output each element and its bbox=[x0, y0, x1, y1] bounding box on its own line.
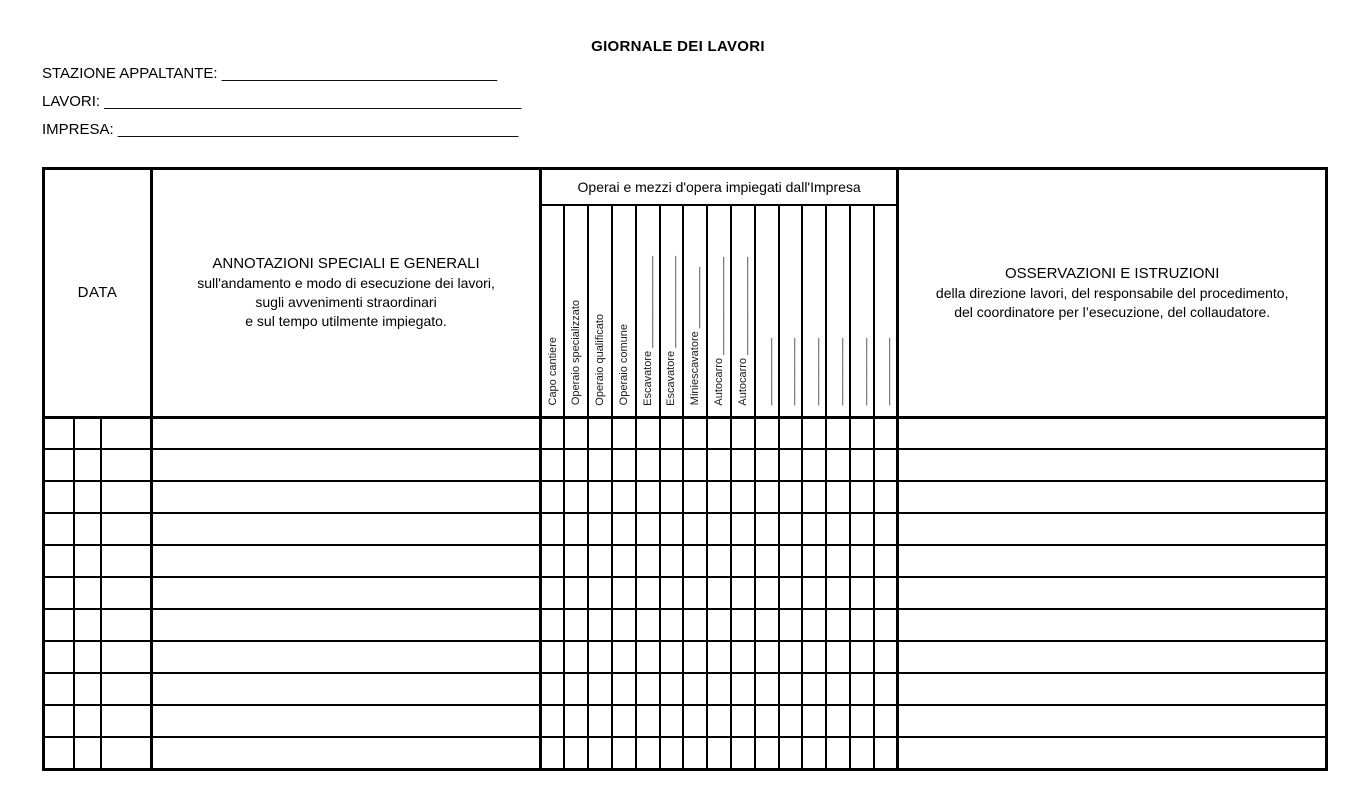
equipment-count-cell[interactable] bbox=[564, 641, 588, 673]
equipment-column-header bbox=[707, 205, 731, 418]
equipment-count-cell[interactable] bbox=[874, 545, 898, 577]
equipment-count-cell[interactable] bbox=[588, 641, 612, 673]
equipment-count-cell[interactable] bbox=[779, 705, 803, 737]
equipment-count-cell[interactable] bbox=[612, 577, 636, 609]
observations-cell[interactable] bbox=[898, 609, 1327, 641]
date-month-cell[interactable] bbox=[74, 449, 101, 481]
equipment-count-cell[interactable] bbox=[636, 641, 660, 673]
annotations-cell[interactable] bbox=[152, 609, 541, 641]
equipment-count-cell[interactable] bbox=[564, 673, 588, 705]
field-blank-stazione-appaltante[interactable]: _________________________________ bbox=[221, 65, 498, 82]
observations-cell[interactable] bbox=[898, 577, 1327, 609]
equipment-count-cell[interactable] bbox=[874, 481, 898, 513]
equipment-count-cell[interactable] bbox=[802, 545, 826, 577]
equipment-count-cell[interactable] bbox=[826, 609, 850, 641]
equipment-count-cell[interactable] bbox=[683, 705, 707, 737]
equipment-column-label: Capo cantiere bbox=[546, 337, 559, 406]
field-blank-lavori[interactable]: __________________________________________________ bbox=[104, 93, 522, 110]
equipment-count-cell[interactable] bbox=[707, 449, 731, 481]
equipment-count-cell[interactable] bbox=[874, 641, 898, 673]
equipment-count-cell[interactable] bbox=[564, 609, 588, 641]
date-day-cell[interactable] bbox=[44, 673, 74, 705]
annotations-cell[interactable] bbox=[152, 577, 541, 609]
equipment-count-cell[interactable] bbox=[636, 417, 660, 449]
equipment-count-cell[interactable] bbox=[612, 481, 636, 513]
equipment-count-cell[interactable] bbox=[826, 481, 850, 513]
equipment-count-cell[interactable] bbox=[660, 449, 684, 481]
equipment-count-cell[interactable] bbox=[731, 417, 755, 449]
equipment-count-cell[interactable] bbox=[826, 705, 850, 737]
equipment-count-cell[interactable] bbox=[874, 705, 898, 737]
equipment-count-cell[interactable] bbox=[541, 481, 565, 513]
equipment-count-cell[interactable] bbox=[755, 545, 779, 577]
equipment-count-cell[interactable] bbox=[541, 641, 565, 673]
equipment-count-cell[interactable] bbox=[755, 481, 779, 513]
annotations-header-line1: sull'andamento e modo di esecuzione dei lavori, bbox=[197, 275, 495, 292]
equipment-count-cell[interactable] bbox=[707, 513, 731, 545]
equipment-count-cell[interactable] bbox=[779, 481, 803, 513]
observations-header-line1: della direzione lavori, del responsabile del procedimento, bbox=[935, 284, 1289, 301]
equipment-count-cell[interactable] bbox=[588, 545, 612, 577]
observations-header-line2: del coordinatore per l’esecuzione, del collaudatore. bbox=[954, 303, 1271, 320]
equipment-count-cell[interactable] bbox=[755, 513, 779, 545]
equipment-column-label: Operaio comune bbox=[617, 324, 630, 406]
equipment-count-cell[interactable] bbox=[541, 705, 565, 737]
equipment-count-cell[interactable] bbox=[731, 737, 755, 769]
journal-row bbox=[44, 545, 1327, 577]
equipment-count-cell[interactable] bbox=[541, 737, 565, 769]
journal-row bbox=[44, 705, 1327, 737]
date-year-cell[interactable] bbox=[101, 417, 152, 449]
date-month-cell[interactable] bbox=[74, 417, 101, 449]
equipment-column-header bbox=[802, 205, 826, 418]
equipment-count-cell[interactable] bbox=[683, 673, 707, 705]
equipment-count-cell[interactable] bbox=[874, 417, 898, 449]
equipment-column-label: ___________ bbox=[879, 338, 892, 406]
equipment-count-cell[interactable] bbox=[636, 609, 660, 641]
date-month-cell[interactable] bbox=[74, 705, 101, 737]
equipment-count-cell[interactable] bbox=[874, 609, 898, 641]
date-month-cell[interactable] bbox=[74, 545, 101, 577]
date-year-cell[interactable] bbox=[101, 641, 152, 673]
equipment-count-cell[interactable] bbox=[541, 513, 565, 545]
equipment-count-cell[interactable] bbox=[779, 673, 803, 705]
equipment-count-cell[interactable] bbox=[731, 609, 755, 641]
equipment-count-cell[interactable] bbox=[660, 417, 684, 449]
equipment-count-cell[interactable] bbox=[683, 737, 707, 769]
equipment-column-label: Miniescavatore __________ bbox=[689, 267, 702, 406]
date-year-cell[interactable] bbox=[101, 705, 152, 737]
equipment-count-cell[interactable] bbox=[731, 449, 755, 481]
field-label-lavori: LAVORI: bbox=[42, 93, 101, 110]
annotations-header-line2: sugli avvenimenti straordinari bbox=[255, 294, 437, 311]
date-month-cell[interactable] bbox=[74, 577, 101, 609]
equipment-count-cell[interactable] bbox=[874, 737, 898, 769]
equipment-count-cell[interactable] bbox=[564, 545, 588, 577]
date-column-header: DATA bbox=[44, 169, 152, 418]
annotations-header-title: ANNOTAZIONI SPECIALI E GENERALI bbox=[212, 255, 480, 273]
equipment-count-cell[interactable] bbox=[850, 641, 874, 673]
equipment-count-cell[interactable] bbox=[779, 417, 803, 449]
equipment-count-cell[interactable] bbox=[850, 513, 874, 545]
equipment-count-cell[interactable] bbox=[564, 481, 588, 513]
equipment-column-label: ___________ bbox=[784, 338, 797, 406]
journal-row bbox=[44, 673, 1327, 705]
equipment-count-cell[interactable] bbox=[636, 449, 660, 481]
annotations-cell[interactable] bbox=[152, 705, 541, 737]
equipment-count-cell[interactable] bbox=[636, 673, 660, 705]
equipment-count-cell[interactable] bbox=[636, 545, 660, 577]
equipment-count-cell[interactable] bbox=[564, 577, 588, 609]
annotations-cell[interactable] bbox=[152, 737, 541, 769]
date-year-cell[interactable] bbox=[101, 481, 152, 513]
equipment-count-cell[interactable] bbox=[636, 481, 660, 513]
equipment-count-cell[interactable] bbox=[612, 705, 636, 737]
annotations-cell[interactable] bbox=[152, 417, 541, 449]
equipment-column-header bbox=[874, 205, 898, 418]
equipment-count-cell[interactable] bbox=[802, 705, 826, 737]
equipment-count-cell[interactable] bbox=[683, 577, 707, 609]
observations-cell[interactable] bbox=[898, 705, 1327, 737]
equipment-count-cell[interactable] bbox=[707, 577, 731, 609]
date-month-cell[interactable] bbox=[74, 481, 101, 513]
equipment-count-cell[interactable] bbox=[802, 481, 826, 513]
date-day-cell[interactable] bbox=[44, 545, 74, 577]
equipment-count-cell[interactable] bbox=[707, 417, 731, 449]
date-month-cell[interactable] bbox=[74, 737, 101, 769]
equipment-column-header bbox=[731, 205, 755, 418]
observations-cell[interactable] bbox=[898, 641, 1327, 673]
annotations-cell[interactable] bbox=[152, 545, 541, 577]
equipment-count-cell[interactable] bbox=[755, 705, 779, 737]
equipment-count-cell[interactable] bbox=[850, 417, 874, 449]
equipment-count-cell[interactable] bbox=[612, 641, 636, 673]
equipment-count-cell[interactable] bbox=[826, 641, 850, 673]
date-day-cell[interactable] bbox=[44, 513, 74, 545]
equipment-count-cell[interactable] bbox=[612, 417, 636, 449]
equipment-count-cell[interactable] bbox=[564, 705, 588, 737]
equipment-count-cell[interactable] bbox=[564, 513, 588, 545]
equipment-count-cell[interactable] bbox=[541, 577, 565, 609]
journal-row bbox=[44, 577, 1327, 609]
equipment-column-label: Autocarro ________________ bbox=[736, 256, 749, 406]
date-day-cell[interactable] bbox=[44, 705, 74, 737]
equipment-count-cell[interactable] bbox=[874, 673, 898, 705]
equipment-count-cell[interactable] bbox=[755, 417, 779, 449]
equipment-count-cell[interactable] bbox=[802, 737, 826, 769]
equipment-count-cell[interactable] bbox=[541, 545, 565, 577]
equipment-column-label: ___________ bbox=[760, 338, 773, 406]
equipment-count-cell[interactable] bbox=[660, 673, 684, 705]
equipment-count-cell[interactable] bbox=[683, 513, 707, 545]
annotations-cell[interactable] bbox=[152, 481, 541, 513]
equipment-count-cell[interactable] bbox=[707, 673, 731, 705]
equipment-count-cell[interactable] bbox=[755, 577, 779, 609]
equipment-count-cell[interactable] bbox=[660, 577, 684, 609]
equipment-column-label: ___________ bbox=[831, 338, 844, 406]
equipment-column-label: Autocarro ________________ bbox=[713, 256, 725, 406]
annotations-cell[interactable] bbox=[152, 513, 541, 545]
equipment-count-cell[interactable] bbox=[802, 641, 826, 673]
equipment-count-cell[interactable] bbox=[874, 577, 898, 609]
equipment-count-cell[interactable] bbox=[683, 417, 707, 449]
equipment-count-cell[interactable] bbox=[874, 513, 898, 545]
equipment-count-cell[interactable] bbox=[850, 481, 874, 513]
date-day-cell[interactable] bbox=[44, 417, 74, 449]
equipment-count-cell[interactable] bbox=[731, 513, 755, 545]
observations-cell[interactable] bbox=[898, 673, 1327, 705]
field-label-impresa: IMPRESA: bbox=[42, 121, 114, 138]
date-month-cell[interactable] bbox=[74, 641, 101, 673]
equipment-count-cell[interactable] bbox=[588, 577, 612, 609]
journal-row bbox=[44, 641, 1327, 673]
observations-cell[interactable] bbox=[898, 737, 1327, 769]
equipment-count-cell[interactable] bbox=[683, 481, 707, 513]
equipment-count-cell[interactable] bbox=[755, 449, 779, 481]
equipment-count-cell[interactable] bbox=[660, 641, 684, 673]
equipment-count-cell[interactable] bbox=[755, 609, 779, 641]
date-day-cell[interactable] bbox=[44, 449, 74, 481]
equipment-count-cell[interactable] bbox=[826, 673, 850, 705]
equipment-count-cell[interactable] bbox=[802, 609, 826, 641]
date-year-cell[interactable] bbox=[101, 673, 152, 705]
equipment-count-cell[interactable] bbox=[755, 737, 779, 769]
work-journal-table bbox=[42, 167, 1328, 771]
equipment-count-cell[interactable] bbox=[588, 513, 612, 545]
equipment-count-cell[interactable] bbox=[826, 737, 850, 769]
equipment-count-cell[interactable] bbox=[636, 705, 660, 737]
equipment-count-cell[interactable] bbox=[779, 609, 803, 641]
observations-cell[interactable] bbox=[898, 417, 1327, 449]
date-year-cell[interactable] bbox=[101, 513, 152, 545]
equipment-count-cell[interactable] bbox=[850, 577, 874, 609]
equipment-count-cell[interactable] bbox=[683, 545, 707, 577]
equipment-count-cell[interactable] bbox=[779, 449, 803, 481]
field-impresa bbox=[42, 116, 521, 144]
equipment-count-cell[interactable] bbox=[612, 513, 636, 545]
date-year-cell[interactable] bbox=[101, 449, 152, 481]
equipment-count-cell[interactable] bbox=[850, 705, 874, 737]
journal-row bbox=[44, 449, 1327, 481]
equipment-count-cell[interactable] bbox=[564, 417, 588, 449]
observations-header-title: OSSERVAZIONI E ISTRUZIONI bbox=[1004, 264, 1220, 282]
equipment-count-cell[interactable] bbox=[850, 449, 874, 481]
equipment-count-cell[interactable] bbox=[755, 641, 779, 673]
equipment-count-cell[interactable] bbox=[731, 577, 755, 609]
equipment-count-cell[interactable] bbox=[850, 737, 874, 769]
equipment-count-cell[interactable] bbox=[802, 673, 826, 705]
annotations-cell[interactable] bbox=[152, 673, 541, 705]
equipment-column-header bbox=[779, 205, 803, 418]
equipment-count-cell[interactable] bbox=[541, 609, 565, 641]
equipment-count-cell[interactable] bbox=[850, 545, 874, 577]
observations-cell[interactable] bbox=[898, 545, 1327, 577]
equipment-count-cell[interactable] bbox=[636, 577, 660, 609]
equipment-column-header bbox=[636, 205, 660, 418]
equipment-count-cell[interactable] bbox=[636, 513, 660, 545]
equipment-column-label: Operaio qualificato bbox=[594, 313, 607, 406]
equipment-count-cell[interactable] bbox=[731, 705, 755, 737]
equipment-count-cell[interactable] bbox=[755, 673, 779, 705]
equipment-count-cell[interactable] bbox=[707, 705, 731, 737]
equipment-count-cell[interactable] bbox=[779, 545, 803, 577]
date-year-cell[interactable] bbox=[101, 737, 152, 769]
date-day-cell[interactable] bbox=[44, 641, 74, 673]
equipment-count-cell[interactable] bbox=[588, 417, 612, 449]
equipment-count-cell[interactable] bbox=[612, 673, 636, 705]
equipment-count-cell[interactable] bbox=[588, 737, 612, 769]
date-month-cell[interactable] bbox=[74, 673, 101, 705]
field-lavori bbox=[42, 88, 521, 116]
equipment-count-cell[interactable] bbox=[660, 737, 684, 769]
equipment-count-cell[interactable] bbox=[874, 449, 898, 481]
equipment-count-cell[interactable] bbox=[588, 673, 612, 705]
equipment-count-cell[interactable] bbox=[612, 545, 636, 577]
date-month-cell[interactable] bbox=[74, 513, 101, 545]
equipment-count-cell[interactable] bbox=[541, 417, 565, 449]
equipment-column-label: Escavatore _______________ bbox=[665, 255, 678, 406]
journal-row bbox=[44, 609, 1327, 641]
equipment-column-header bbox=[683, 205, 707, 418]
annotations-cell[interactable] bbox=[152, 641, 541, 673]
page-title: GIORNALE DEI LAVORI bbox=[591, 38, 765, 55]
equipment-count-cell[interactable] bbox=[802, 449, 826, 481]
equipment-count-cell[interactable] bbox=[564, 449, 588, 481]
field-stazione-appaltante bbox=[42, 60, 521, 88]
equipment-count-cell[interactable] bbox=[588, 705, 612, 737]
equipment-count-cell[interactable] bbox=[850, 609, 874, 641]
equipment-count-cell[interactable] bbox=[731, 673, 755, 705]
equipment-count-cell[interactable] bbox=[588, 481, 612, 513]
equipment-count-cell[interactable] bbox=[731, 641, 755, 673]
journal-row bbox=[44, 737, 1327, 769]
annotations-column-header bbox=[152, 169, 541, 418]
field-blank-impresa[interactable]: ________________________________________________ bbox=[117, 121, 519, 138]
observations-cell[interactable] bbox=[898, 481, 1327, 513]
equipment-column-header bbox=[612, 205, 636, 418]
equipment-count-cell[interactable] bbox=[683, 449, 707, 481]
equipment-count-cell[interactable] bbox=[707, 609, 731, 641]
equipment-count-cell[interactable] bbox=[826, 545, 850, 577]
equipment-count-cell[interactable] bbox=[612, 449, 636, 481]
date-day-cell[interactable] bbox=[44, 737, 74, 769]
equipment-count-cell[interactable] bbox=[612, 609, 636, 641]
journal-row bbox=[44, 417, 1327, 449]
equipment-count-cell[interactable] bbox=[826, 417, 850, 449]
equipment-count-cell[interactable] bbox=[660, 513, 684, 545]
equipment-count-cell[interactable] bbox=[660, 609, 684, 641]
equipment-count-cell[interactable] bbox=[802, 417, 826, 449]
date-day-cell[interactable] bbox=[44, 577, 74, 609]
equipment-count-cell[interactable] bbox=[588, 449, 612, 481]
equipment-column-label: ___________ bbox=[808, 338, 821, 406]
equipment-count-cell[interactable] bbox=[660, 705, 684, 737]
observations-cell[interactable] bbox=[898, 449, 1327, 481]
date-year-cell[interactable] bbox=[101, 609, 152, 641]
equipment-count-cell[interactable] bbox=[683, 609, 707, 641]
equipment-column-label: Operaio specializzato bbox=[570, 300, 583, 406]
equipment-count-cell[interactable] bbox=[588, 609, 612, 641]
equipment-count-cell[interactable] bbox=[541, 673, 565, 705]
equipment-column-header bbox=[826, 205, 850, 418]
date-day-cell[interactable] bbox=[44, 481, 74, 513]
equipment-count-cell[interactable] bbox=[826, 513, 850, 545]
workers-equipment-band-header: Operai e mezzi d'opera impiegati dall'Impresa bbox=[541, 169, 898, 205]
header-fields bbox=[42, 60, 521, 144]
equipment-count-cell[interactable] bbox=[707, 545, 731, 577]
equipment-count-cell[interactable] bbox=[826, 577, 850, 609]
annotations-header-line3: e sul tempo utilmente impiegato. bbox=[245, 313, 447, 330]
equipment-count-cell[interactable] bbox=[707, 641, 731, 673]
equipment-column-header bbox=[541, 205, 565, 418]
equipment-count-cell[interactable] bbox=[731, 545, 755, 577]
equipment-count-cell[interactable] bbox=[707, 481, 731, 513]
field-label-stazione-appaltante: STAZIONE APPALTANTE: bbox=[42, 65, 218, 82]
equipment-column-header bbox=[564, 205, 588, 418]
date-day-cell[interactable] bbox=[44, 609, 74, 641]
equipment-count-cell[interactable] bbox=[826, 449, 850, 481]
equipment-count-cell[interactable] bbox=[779, 641, 803, 673]
equipment-count-cell[interactable] bbox=[636, 737, 660, 769]
equipment-count-cell[interactable] bbox=[802, 513, 826, 545]
equipment-column-header bbox=[660, 205, 684, 418]
equipment-count-cell[interactable] bbox=[779, 737, 803, 769]
equipment-count-cell[interactable] bbox=[802, 577, 826, 609]
observations-cell[interactable] bbox=[898, 513, 1327, 545]
equipment-count-cell[interactable] bbox=[683, 641, 707, 673]
equipment-count-cell[interactable] bbox=[707, 737, 731, 769]
equipment-column-header bbox=[755, 205, 779, 418]
equipment-column-label: Escavatore _______________ bbox=[641, 255, 654, 406]
equipment-count-cell[interactable] bbox=[731, 481, 755, 513]
equipment-column-header bbox=[588, 205, 612, 418]
equipment-count-cell[interactable] bbox=[779, 577, 803, 609]
date-month-cell[interactable] bbox=[74, 609, 101, 641]
annotations-cell[interactable] bbox=[152, 449, 541, 481]
equipment-column-header bbox=[850, 205, 874, 418]
equipment-count-cell[interactable] bbox=[612, 737, 636, 769]
journal-row bbox=[44, 513, 1327, 545]
equipment-count-cell[interactable] bbox=[564, 737, 588, 769]
equipment-count-cell[interactable] bbox=[779, 513, 803, 545]
equipment-column-label: ___________ bbox=[855, 338, 868, 406]
equipment-count-cell[interactable] bbox=[660, 545, 684, 577]
date-year-cell[interactable] bbox=[101, 545, 152, 577]
journal-row bbox=[44, 481, 1327, 513]
date-year-cell[interactable] bbox=[101, 577, 152, 609]
observations-column-header bbox=[898, 169, 1327, 418]
equipment-count-cell[interactable] bbox=[660, 481, 684, 513]
equipment-count-cell[interactable] bbox=[850, 673, 874, 705]
equipment-count-cell[interactable] bbox=[541, 449, 565, 481]
